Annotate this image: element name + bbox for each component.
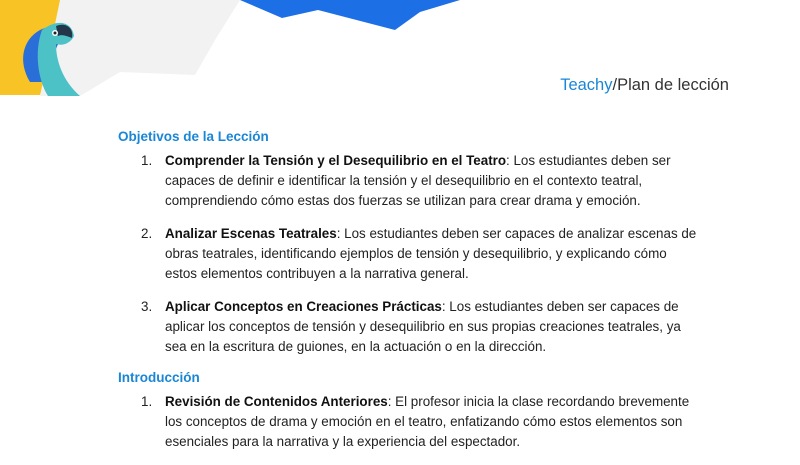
item-number: 1. [141,394,153,409]
item-number: 3. [141,299,153,314]
brand-name[interactable]: Teachy [560,76,613,94]
introduction-item [118,392,698,452]
item-heading: Comprender la Tensión y el Desequilibrio en el Teatro [165,153,507,168]
gray-shape [40,0,240,96]
item-text: : El profesor inicia la clase recordando brevemente los conceptos de drama y emoción en el teatro, enfatizando cómo estos elementos son esenciales para la narrativa y la experiencia del espectador. [165,394,690,449]
brand-separator: / [612,76,618,94]
item-number: 1. [141,153,153,168]
item-heading: Aplicar Conceptos en Creaciones Prácticas [165,299,442,314]
item-text: : Los estudiantes deben ser capaces de definir e identificar la tensión y el desequilibrio en el contexto teatral, comprendiendo cómo estas dos fuerzas se utilizan para crear drama y emoción. [165,153,671,208]
objectives-title: Objetivos de la Lección [118,129,269,144]
item-heading: Revisión de Contenidos Anteriores [165,394,388,409]
objective-item [118,151,698,211]
objective-item [118,297,698,357]
item-text: : Los estudiantes deben ser capaces de analizar escenas de obras teatrales, identificando ejemplos de tensión y desequilibrio, y explicando cómo estos elementos contribuyen a la narrativa general. [165,226,697,281]
brand-section: Plan de lección [617,76,729,94]
blue-shape [240,0,460,30]
introduction-list [118,392,698,452]
objective-item [118,224,698,284]
objectives-list [118,151,698,357]
brand-breadcrumb [560,76,729,95]
item-number: 2. [141,226,153,241]
introduction-title: Introducción [118,370,200,385]
item-text: : Los estudiantes deben ser capaces de aplicar los conceptos de tensión y desequilibrio en sus propias creaciones teatrales, ya sea en la escritura de guiones, en la actuación o en la dirección. [165,299,681,354]
item-heading: Analizar Escenas Teatrales [165,226,337,241]
lesson-plan-content [118,129,698,465]
